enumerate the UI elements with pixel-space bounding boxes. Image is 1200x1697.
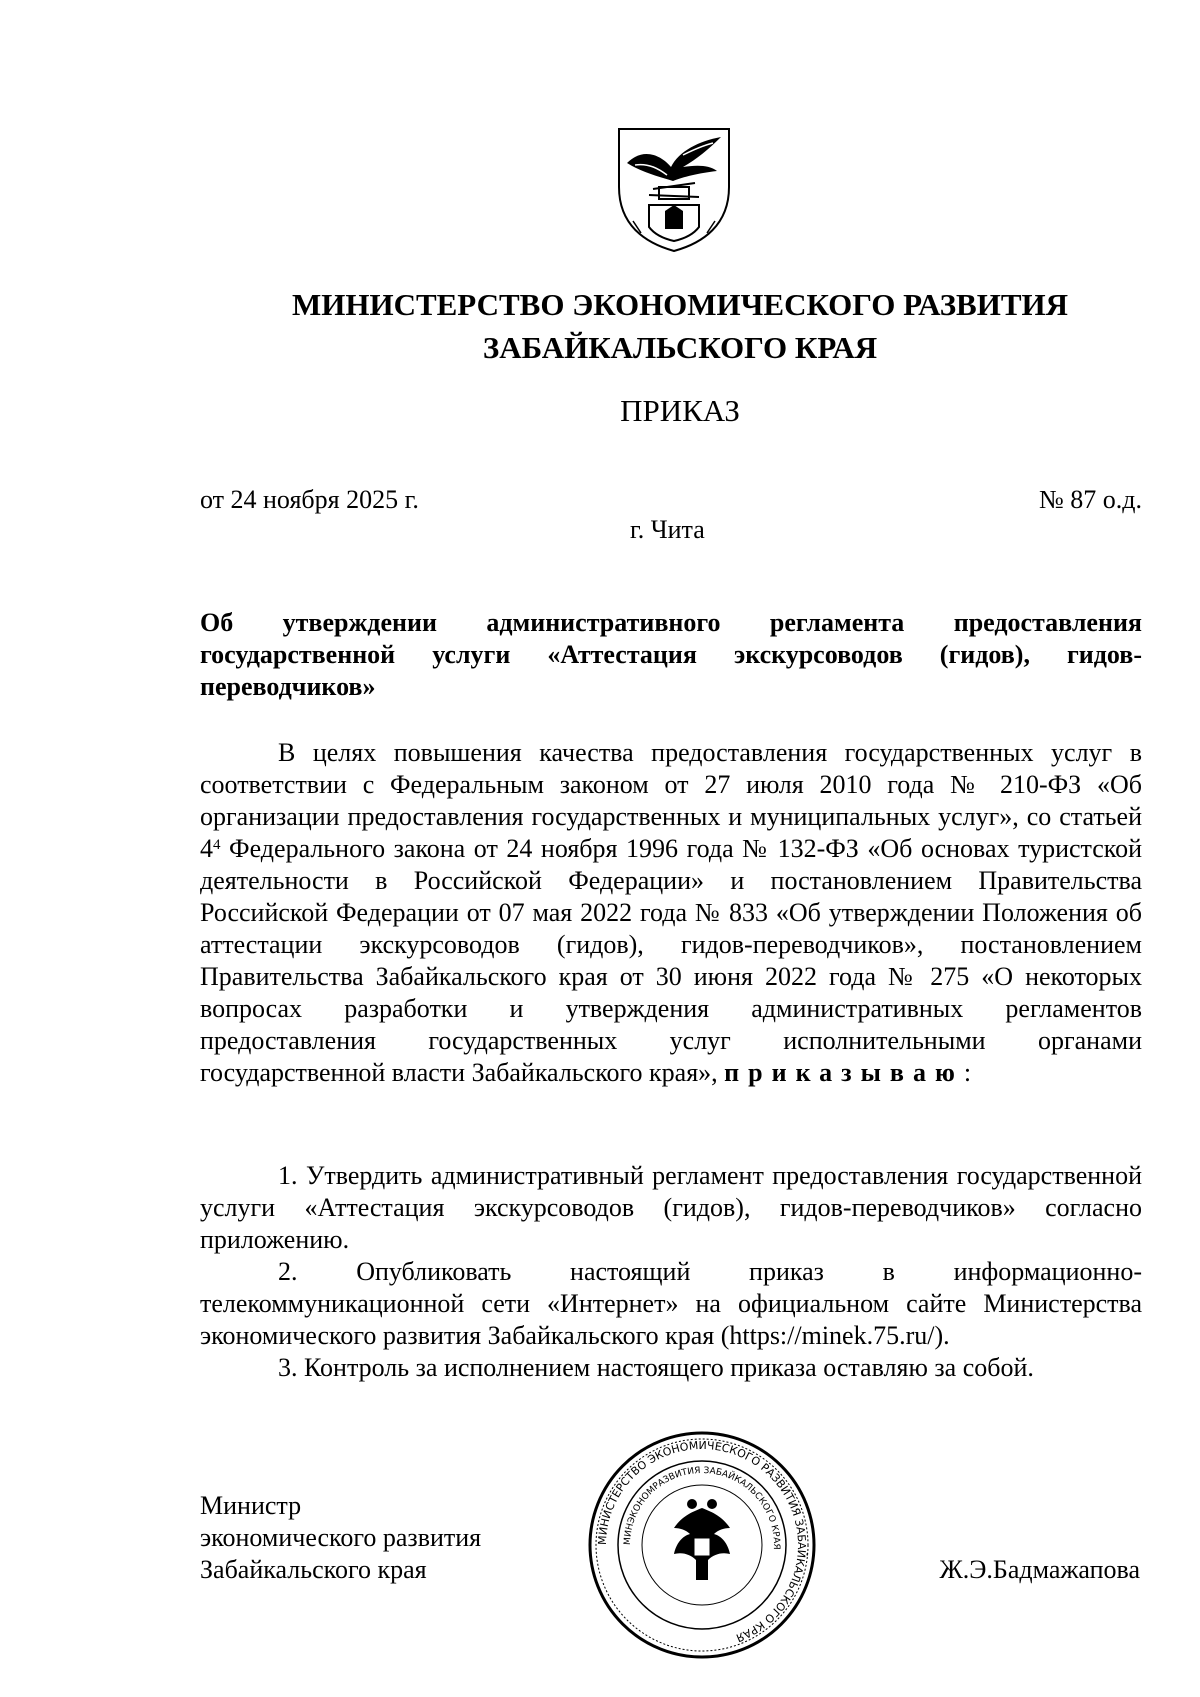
- preamble-text-part1: В целях повышения качества предоставления государственных услуг в соответствии с Федеральным законом от 27 июля 2010 года № 210-ФЗ «Об организации предоставления государственных и муниципальных услуг», со статьей 4: [200, 738, 1142, 863]
- preamble-paragraph: [200, 737, 1142, 1089]
- seal-inner-text: МИНЭКОНОМРАЗВИТИЯ ЗАБАЙКАЛЬСКОГО КРАЯ: [622, 1465, 782, 1550]
- order-item: 2. Опубликовать настоящий приказ в информационно-телекоммуникационной сети «Интернет» на официальном сайте Министерства экономического развития Забайкальского края (https://minek.75.ru/).: [200, 1257, 1142, 1350]
- order-colon: :: [963, 1058, 972, 1087]
- document-date: от 24 ноября 2025 г.: [200, 485, 419, 514]
- order-item: 3. Контроль за исполнением настоящего приказа оставляю за собой.: [278, 1353, 1034, 1382]
- signatory-position: [200, 1490, 481, 1586]
- signatory-position-line1: Министр: [200, 1491, 302, 1520]
- ministry-name-line2: ЗАБАЙКАЛЬСКОГО КРАЯ: [482, 330, 878, 365]
- ministry-name: [200, 283, 1160, 369]
- seal-outer-text: МИНИСТЕРСТВО ЭКОНОМИЧЕСКОГО РАЗВИТИЯ ЗАБАЙКАЛЬСКОГО КРАЯ: [595, 1438, 809, 1645]
- article-superscript: 4: [213, 837, 221, 853]
- document-number: № 87 о.д.: [1038, 485, 1142, 514]
- signatory-position-line3: Забайкальского края: [200, 1555, 427, 1584]
- document-type: ПРИКАЗ: [620, 393, 740, 428]
- preamble-text-part2: Федерального закона от 24 ноября 1996 года № 132-ФЗ «Об основах туристской деятельности в Российской Федерации» и постановлением Правительства Российской Федерации от 07 мая 2022 года № 833 «Об утверждении Положения об аттестации экскурсоводов (гидов), гидов-переводчиков», постановлением Правительства Забайкальского края от 30 июня 2022 года № 275 «О некоторых вопросах разработки и утверждения административных регламентов предоставления государственных услуг исполнительными органами государственной власти Забайкальского края»,: [200, 834, 1142, 1087]
- signatory-name: Ж.Э.Бадмажапова: [939, 1555, 1140, 1584]
- official-seal-icon: [582, 1420, 822, 1670]
- order-word: приказываю: [724, 1058, 964, 1087]
- signatory-position-line2: экономического развития: [200, 1523, 482, 1552]
- ministry-name-line1: МИНИСТЕРСТВО ЭКОНОМИЧЕСКОГО РАЗВИТИЯ: [291, 287, 1069, 322]
- document-title: Об утверждении административного регламента предоставления государственной услуги «Аттестация экскурсоводов (гидов), гидов-переводчиков»: [200, 608, 1142, 701]
- order-item: 1. Утвердить административный регламент предоставления государственной услуги «Аттестация экскурсоводов (гидов), гидов-переводчиков» согласно приложению.: [200, 1161, 1142, 1254]
- document-city: г. Чита: [630, 515, 705, 544]
- order-items: [200, 1160, 1142, 1384]
- coat-of-arms-icon: [613, 125, 735, 255]
